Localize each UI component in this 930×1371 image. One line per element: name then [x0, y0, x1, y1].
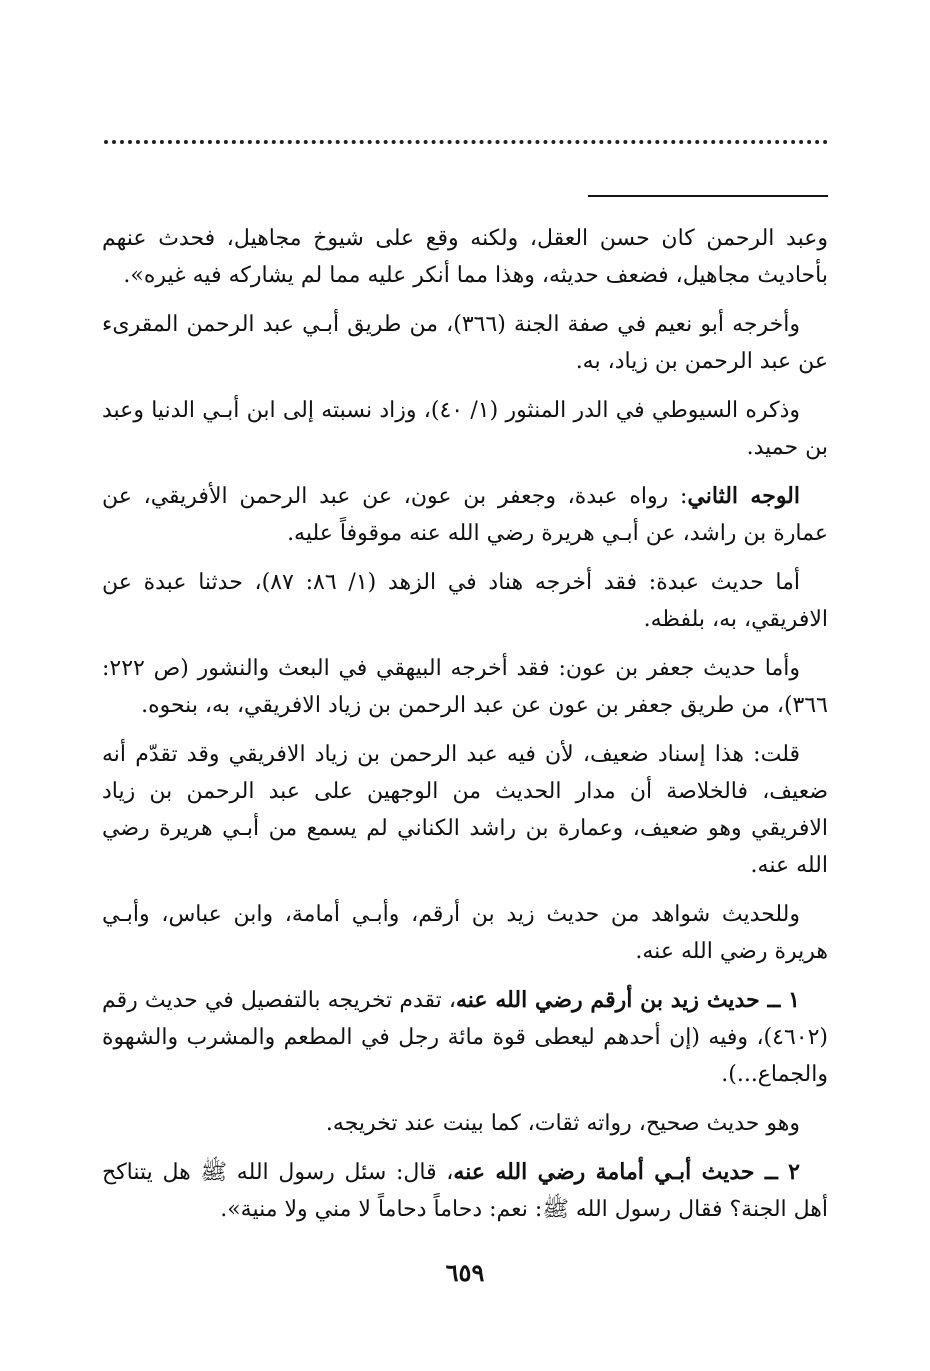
paragraph-1 — [102, 220, 828, 294]
paragraph-8 — [102, 896, 828, 970]
paragraph-2-text: وأخرجه أبو نعيم في صفة الجنة (٣٦٦)، من طريق أبـي عبد الرحمن المقرىء عن عبد الرحمن بن زياد، به. — [102, 312, 828, 374]
paragraph-4-text: : رواه عبدة، وجعفر بن عون، عن عبد الرحمن الأفريقي، عن عمارة بن راشد، عن أبـي هريرة رضي الله عنه موقوفاً عليه. — [102, 484, 828, 546]
paragraph-9 — [102, 982, 828, 1093]
paragraph-3-text: وذكره السيوطي في الدر المنثور (١/ ٤٠)، وزاد نسبته إلى ابن أبـي الدنيا وعبد بن حميد. — [102, 398, 828, 460]
paragraph-11-text: ، قال: سئل رسول الله ﷺ هل يتناكح أهل الجنة؟ فقال رسول الله ﷺ: نعم: دحاماً دحاماً لا مني ولا منية». — [102, 1160, 828, 1222]
paragraph-3 — [102, 392, 828, 466]
paragraph-10-text: وهو حديث صحيح، رواته ثقات، كما بينت عند تخريجه. — [325, 1111, 800, 1136]
paragraph-8-text: وللحديث شواهد من حديث زيد بن أرقم، وأبـي أمامة، وابن عباس، وأبـي هريرة رضي الله عنه. — [102, 902, 828, 964]
footnote-rule — [588, 195, 828, 197]
paragraph-9-text: ، تقدم تخريجه بالتفصيل في حديث رقم (٤٦٠٢)، وفيه (إن أحدهم ليعطى قوة مائة رجل في المطعم والمشرب والشهوة والجماع...). — [102, 988, 828, 1087]
paragraph-6-text: وأما حديث جعفر بن عون: فقد أخرجه البيهقي في البعث والنشور (ص ٢٢٢: ٣٦٦)، من طريق جعفر بن عون عن عبد الرحمن بن زياد الافريقي، به، بنحوه. — [102, 656, 828, 718]
paragraph-5-text: أما حديث عبدة: فقد أخرجه هناد في الزهد (١/ ٨٦: ٨٧)، حدثنا عبدة عن الافريقي، به، بلفظه. — [102, 570, 828, 632]
paragraph-11 — [102, 1154, 828, 1228]
paragraph-1-text: وعبد الرحمن كان حسن العقل، ولكنه وقع على شيوخ مجاهيل، فحدث عنهم بأحاديث مجاهيل، فضعف حديثه، وهذا مما أنكر عليه مما لم يشاركه فيه غيره». — [102, 226, 828, 288]
page-body — [102, 220, 828, 1240]
paragraph-11-heading: ٢ ــ حديث أبـي أمامة رضي الله عنه — [453, 1159, 800, 1185]
paragraph-7-text: قلت: هذا إسناد ضعيف، لأن فيه عبد الرحمن بن زياد الافريقي وقد تقدّم أنه ضعيف، فالخلاصة أن مدار الحديث من الوجهين على عبد الرحمن بن زياد الافريقي وهو ضعيف، وعمارة بن راشد الكناني لم يسمع من أبـي هريرة رضي الله عنه. — [102, 742, 828, 878]
dotted-separator — [104, 140, 828, 144]
paragraph-2 — [102, 306, 828, 380]
paragraph-5 — [102, 564, 828, 638]
page-number: ٦٥٩ — [445, 1258, 485, 1287]
paragraph-7 — [102, 736, 828, 884]
paragraph-6 — [102, 650, 828, 724]
paragraph-10 — [102, 1105, 828, 1142]
paragraph-9-heading: ١ ــ حديث زيد بن أرقم رضي الله عنه — [455, 987, 800, 1013]
paragraph-4-heading: الوجه الثاني — [687, 483, 800, 509]
paragraph-4 — [102, 478, 828, 552]
